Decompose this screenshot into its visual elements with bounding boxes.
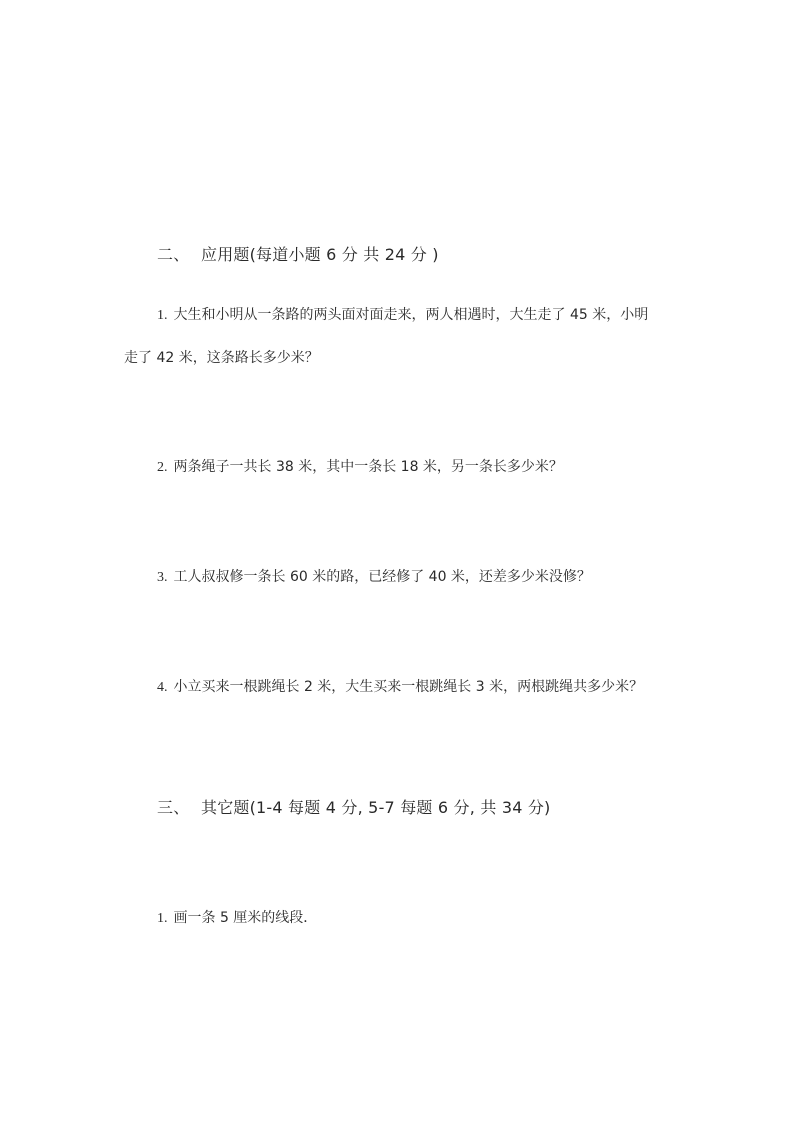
question-number: 4. [157,680,168,695]
question-text: 大生和小明从一条路的两头面对面走来，两人相遇时，大生走了 45 米，小明 [173,307,649,323]
question-number: 1. [157,308,168,323]
question-item [157,457,563,478]
section-title: 应用题(每道小题 6 分 共 24 分 ) [201,245,439,264]
question-number: 2. [157,460,168,475]
section-number: 三、 [157,798,190,817]
question-text: 工人叔叔修一条长 60 米的路，已经修了 40 米，还差多少米没修？ [173,569,591,585]
question-item [157,908,317,929]
section-heading-other-problems [157,797,551,819]
section-title: 其它题(1-4 每题 4 分, 5-7 每题 6 分, 共 34 分) [201,798,551,817]
question-text: 两条绳子一共长 38 米，其中一条长 18 米，另一条长多少米？ [173,459,563,475]
question-text: 小立买来一根跳绳长 2 米，大生买来一根跳绳长 3 米，两根跳绳共多少米？ [173,679,644,695]
question-text-continuation: 走了 42 米，这条路长多少米？ [124,350,319,366]
question-item [157,567,591,588]
question-text: 画一条 5 厘米的线段． [173,910,318,926]
question-item [157,305,648,326]
question-number: 1. [157,911,168,926]
question-item [157,677,643,698]
section-heading-applied-problems [157,244,439,266]
question-number: 3. [157,570,168,585]
section-number: 二、 [157,245,190,264]
